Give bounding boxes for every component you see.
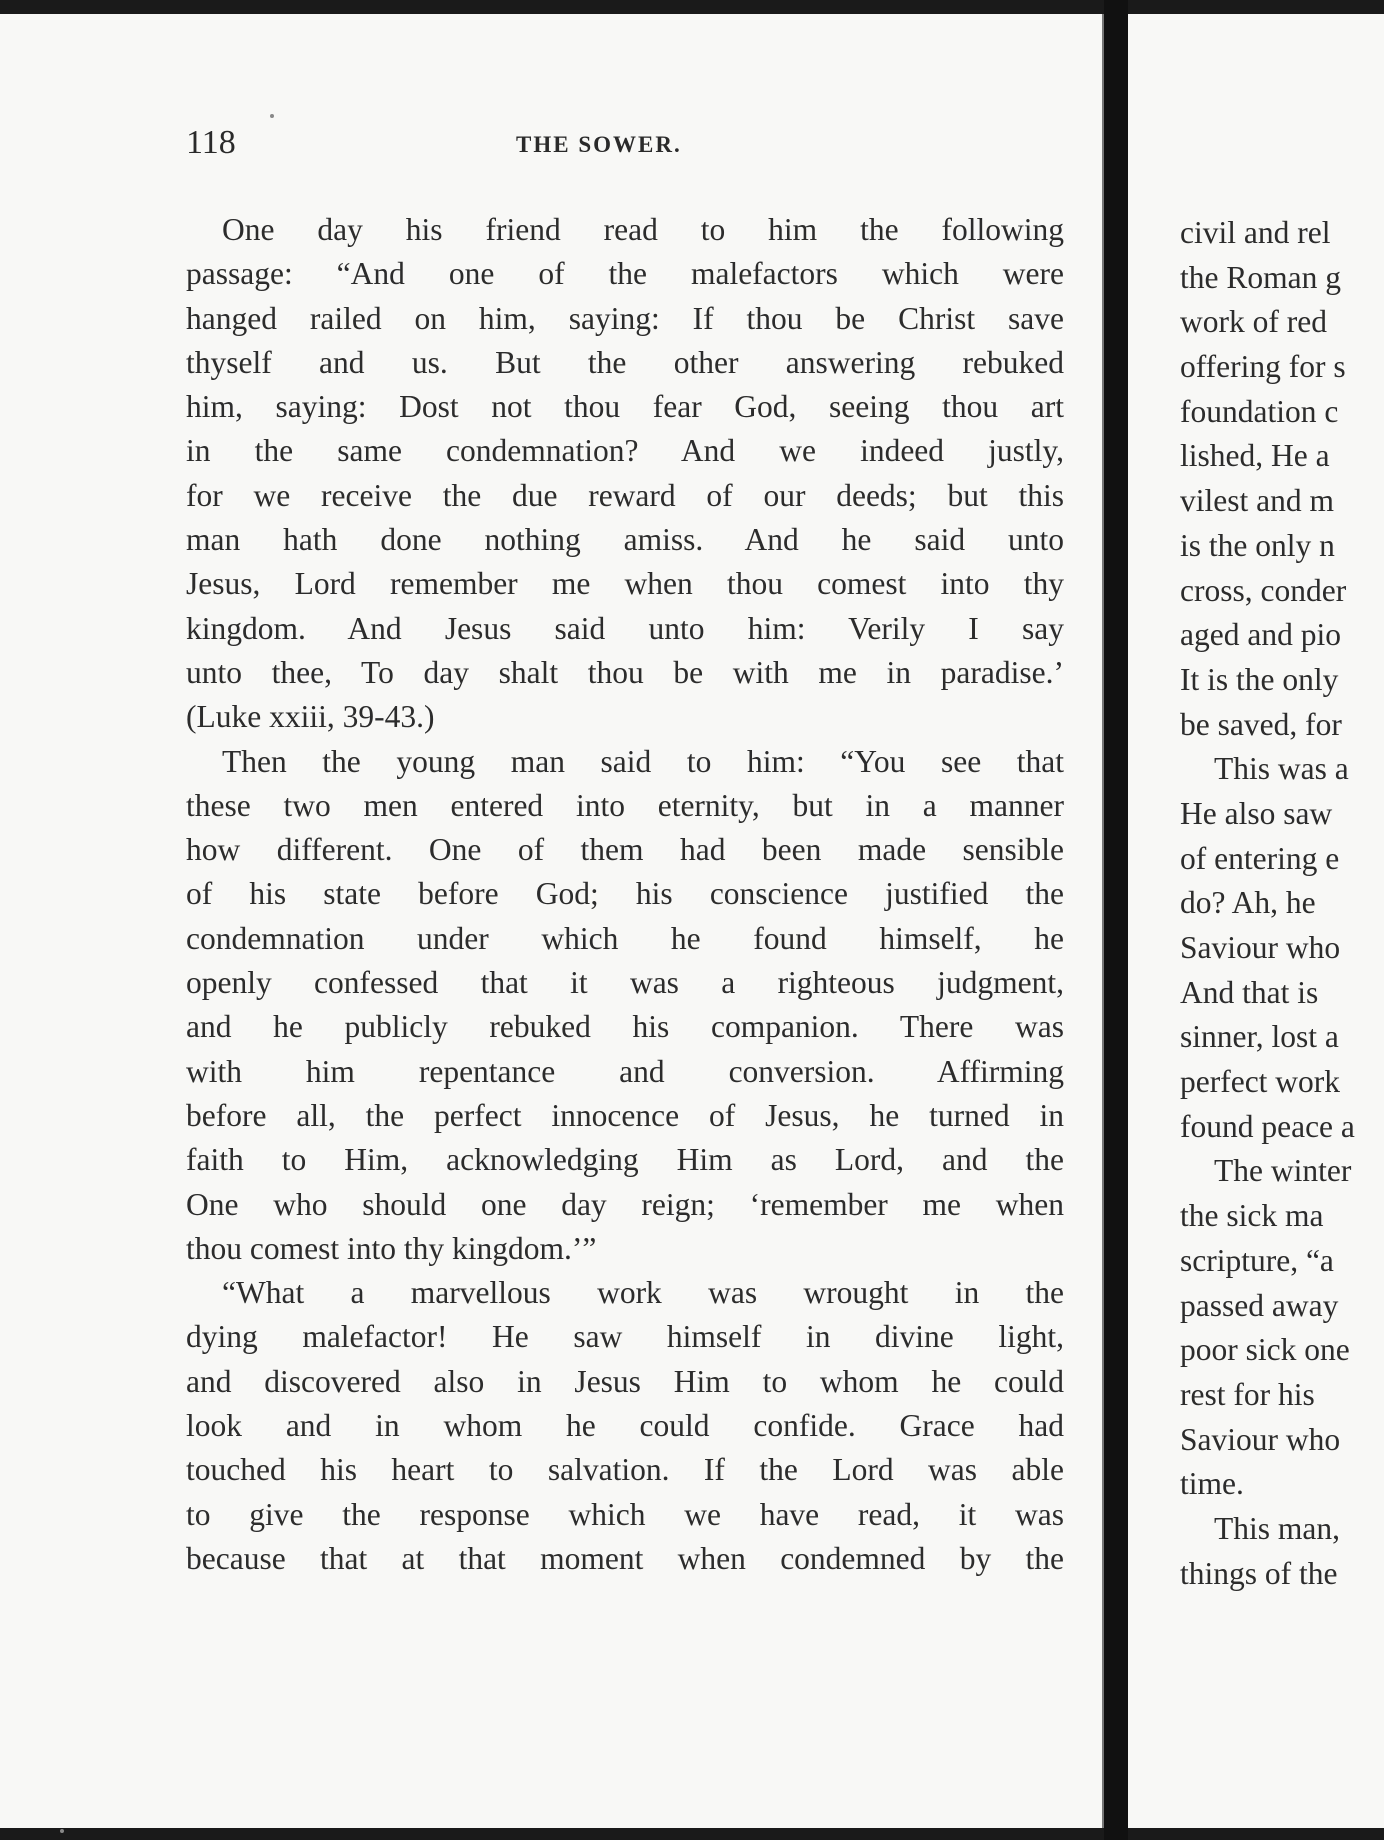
text-line: passage: “And one of the malefactors which were bbox=[186, 256, 1064, 292]
text-line: One day his friend read to him the following bbox=[222, 212, 1064, 247]
text-line: man hath done nothing amiss. And he said unto bbox=[186, 522, 1064, 558]
text-line: found peace a bbox=[1180, 1108, 1355, 1144]
text-line: touched his heart to salvation. If the Lord was able bbox=[186, 1452, 1064, 1488]
text-line: the sick ma bbox=[1180, 1198, 1324, 1234]
text-line: It is the only bbox=[1180, 661, 1339, 697]
text-line: thou comest into thy kingdom.’” bbox=[186, 1230, 597, 1266]
text-line: hanged railed on him, saying: If thou be Christ save bbox=[186, 300, 1064, 336]
left-page bbox=[0, 14, 1104, 1828]
text-line: Saviour who bbox=[1180, 930, 1341, 965]
text-line: for we receive the due reward of our deeds; but this bbox=[186, 477, 1064, 513]
text-line: things of the bbox=[1180, 1555, 1338, 1591]
text-line: civil and rel bbox=[1180, 215, 1331, 250]
book-gutter bbox=[1104, 0, 1128, 1840]
page-number: 118 bbox=[186, 124, 236, 161]
text-line: scripture, “a bbox=[1180, 1242, 1334, 1278]
text-line: He also saw bbox=[1180, 795, 1333, 831]
text-line: unto thee, To day shalt thou be with me in paradise.’ bbox=[186, 654, 1064, 690]
text-line: passed away bbox=[1180, 1287, 1339, 1323]
text-line: how different. One of them had been made sensible bbox=[186, 832, 1064, 868]
text-line: aged and pio bbox=[1180, 617, 1341, 653]
text-line: these two men entered into eternity, but in a manner bbox=[186, 787, 1064, 823]
paper-speck bbox=[270, 114, 274, 118]
text-line: in the same condemnation? And we indeed justly, bbox=[186, 433, 1064, 469]
right-page bbox=[1128, 14, 1384, 1828]
text-line: One who should one day reign; ‘remember me when bbox=[186, 1186, 1064, 1222]
text-line: the Roman g bbox=[1180, 259, 1341, 295]
text-line: Saviour who bbox=[1180, 1421, 1341, 1457]
left-page-text bbox=[186, 208, 1064, 1581]
text-line: This man, bbox=[1214, 1510, 1340, 1546]
right-page-text bbox=[1180, 211, 1384, 1596]
text-line: of entering e bbox=[1180, 840, 1340, 876]
text-line: thyself and us. But the other answering rebuked bbox=[186, 344, 1064, 380]
text-line: cross, conder bbox=[1180, 572, 1347, 608]
text-line: to give the response which we have read, it was bbox=[186, 1496, 1064, 1532]
paper-speck bbox=[60, 1829, 64, 1833]
text-line: perfect work bbox=[1180, 1064, 1341, 1100]
text-line: faith to Him, acknowledging Him as Lord, and the bbox=[186, 1142, 1064, 1178]
text-line: work of red bbox=[1180, 304, 1327, 340]
text-line: condemnation under which he found himself, he bbox=[186, 920, 1064, 956]
text-line: with him repentance and conversion. Affirming bbox=[186, 1053, 1064, 1089]
text-line: him, saying: Dost not thou fear God, seeing thou art bbox=[186, 389, 1064, 425]
text-line: lished, He a bbox=[1180, 438, 1330, 474]
text-line: because that at that moment when condemned by the bbox=[186, 1540, 1064, 1576]
text-line: and discovered also in Jesus Him to whom he could bbox=[186, 1363, 1064, 1399]
text-line: offering for s bbox=[1180, 349, 1346, 385]
book-title: THE SOWER. bbox=[516, 132, 682, 157]
text-line: of his state before God; his conscience justified the bbox=[186, 876, 1064, 912]
text-line: dying malefactor! He saw himself in divine light, bbox=[186, 1319, 1064, 1355]
text-line: and he publicly rebuked his companion. There was bbox=[186, 1009, 1064, 1045]
running-head bbox=[186, 124, 1064, 164]
text-line: time. bbox=[1180, 1466, 1244, 1502]
text-line: And that is bbox=[1180, 974, 1319, 1010]
text-line: do? Ah, he bbox=[1180, 885, 1316, 921]
text-line: be saved, for bbox=[1180, 706, 1342, 742]
text-line: foundation c bbox=[1180, 393, 1339, 429]
text-line: is the only n bbox=[1180, 527, 1335, 563]
text-line: vilest and m bbox=[1180, 483, 1334, 519]
text-line: before all, the perfect innocence of Jesus, he turned in bbox=[186, 1097, 1064, 1133]
text-line: look and in whom he could confide. Grace had bbox=[186, 1408, 1064, 1444]
text-line: Then the young man said to him: “You see that bbox=[222, 743, 1064, 779]
text-line: Jesus, Lord remember me when thou comest into thy bbox=[186, 566, 1064, 602]
text-line: (Luke xxiii, 39-43.) bbox=[186, 699, 435, 735]
text-line: “What a marvellous work was wrought in the bbox=[222, 1275, 1064, 1311]
text-line: The winter bbox=[1214, 1153, 1352, 1189]
text-line: rest for his bbox=[1180, 1376, 1315, 1412]
text-line: This was a bbox=[1214, 751, 1349, 787]
text-line: sinner, lost a bbox=[1180, 1019, 1339, 1055]
text-line: poor sick one bbox=[1180, 1332, 1350, 1368]
text-line: kingdom. And Jesus said unto him: Verily I say bbox=[186, 610, 1064, 646]
text-line: openly confessed that it was a righteous judgment, bbox=[186, 965, 1064, 1001]
